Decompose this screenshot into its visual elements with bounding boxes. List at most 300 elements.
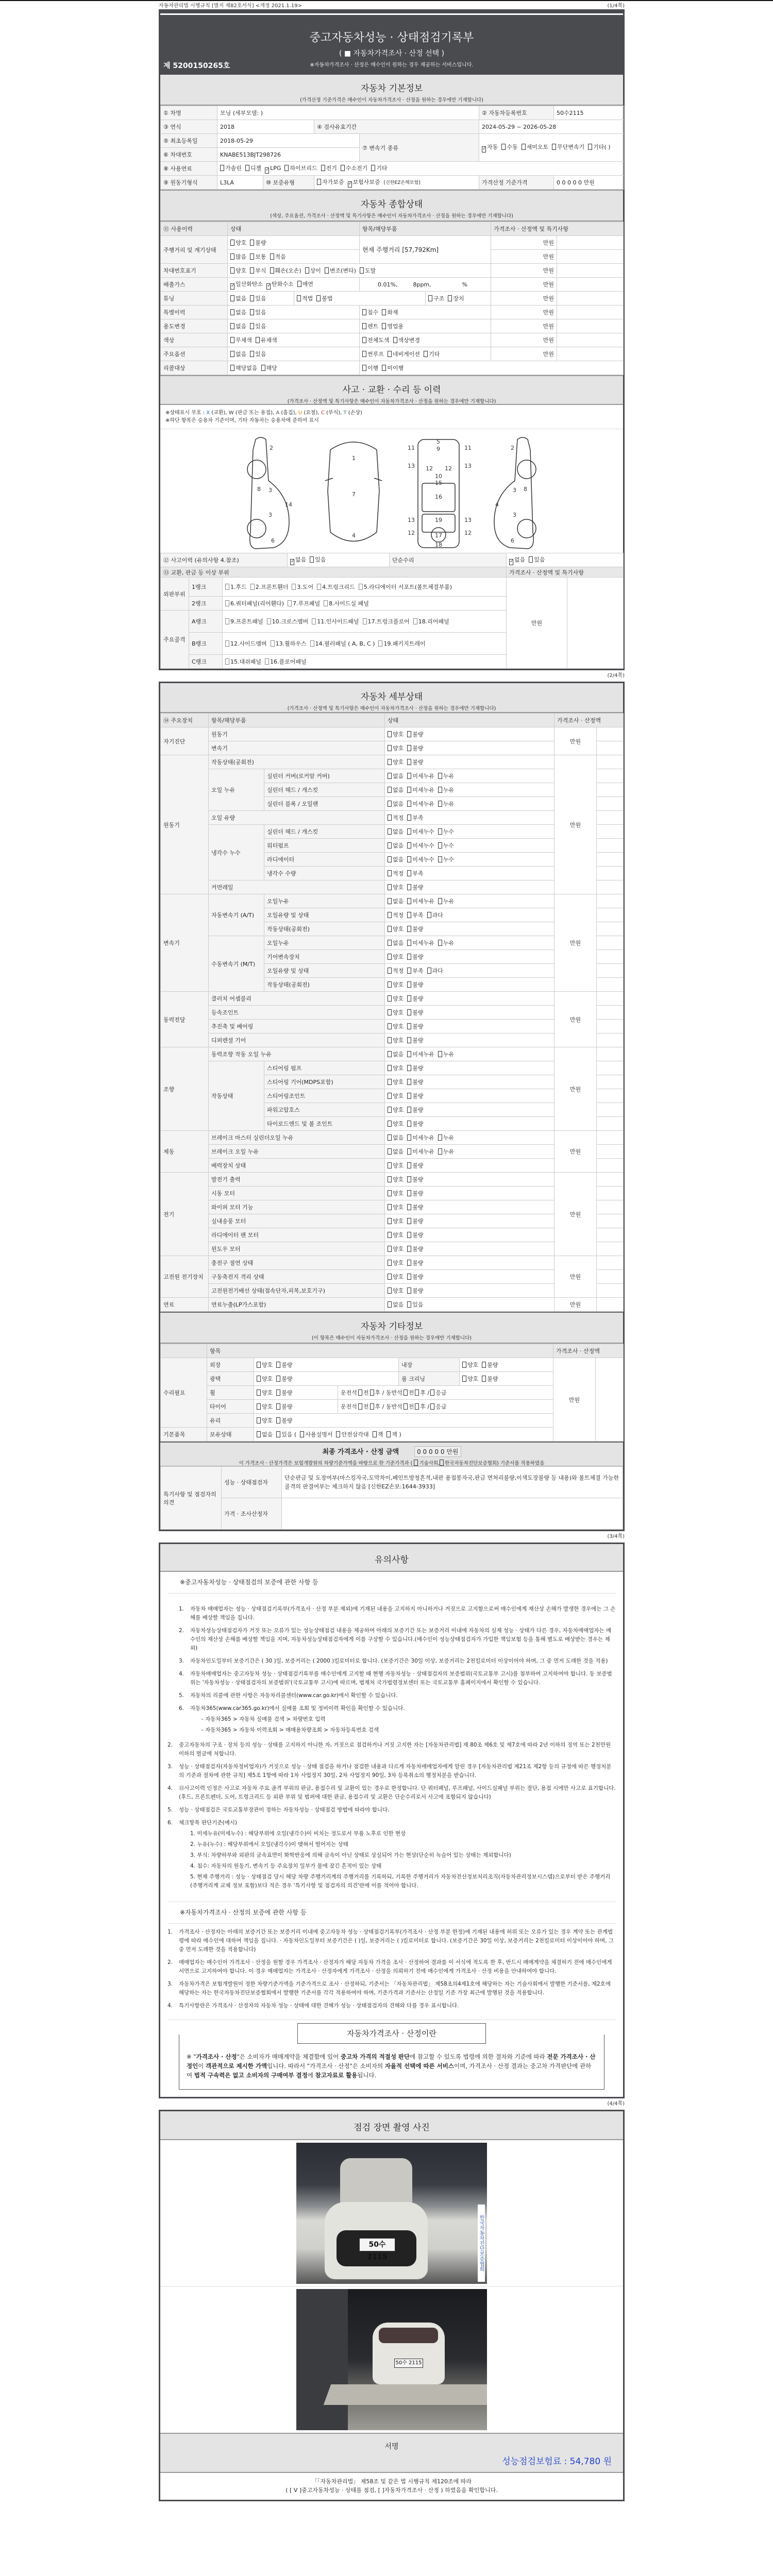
checkbox-option[interactable] (407, 1051, 434, 1058)
checkbox-icon[interactable] (407, 773, 411, 779)
checkbox-icon[interactable] (230, 337, 234, 343)
checkbox-option[interactable] (230, 281, 263, 287)
checkbox-icon[interactable] (388, 1079, 392, 1085)
checkbox-icon[interactable] (388, 968, 392, 974)
checkbox-option[interactable] (371, 165, 387, 172)
checkbox-option[interactable] (276, 1376, 292, 1382)
checkbox-icon[interactable] (382, 365, 386, 371)
checkbox-option[interactable] (310, 556, 326, 563)
checkbox-icon[interactable] (276, 1389, 280, 1396)
checkbox-icon[interactable] (257, 1376, 261, 1382)
checkbox-icon[interactable] (276, 1403, 280, 1410)
checkbox-option[interactable] (438, 898, 454, 905)
checkbox-option[interactable] (225, 658, 261, 665)
checkbox-icon[interactable] (317, 179, 321, 185)
checkbox-option[interactable] (388, 1107, 404, 1113)
checkbox-icon[interactable] (297, 295, 301, 301)
checkbox-icon[interactable] (363, 618, 367, 624)
checkbox-icon[interactable] (407, 731, 411, 737)
checkbox-option[interactable] (270, 253, 286, 260)
checkbox-icon[interactable] (462, 1376, 466, 1382)
checkbox-option[interactable] (388, 1009, 404, 1016)
checked-checkbox-icon[interactable] (509, 559, 513, 565)
checkbox-option[interactable] (297, 295, 313, 302)
checkbox-option[interactable] (257, 1376, 273, 1382)
checkbox-icon[interactable] (230, 351, 234, 357)
checkbox-icon[interactable] (300, 1431, 304, 1437)
checkbox-option[interactable] (529, 556, 545, 563)
checkbox-option[interactable] (407, 745, 423, 752)
checkbox-icon[interactable] (388, 884, 392, 890)
checkbox-option[interactable] (388, 731, 404, 738)
checkbox-icon[interactable] (256, 337, 260, 343)
checkbox-option[interactable] (407, 1218, 423, 1225)
checkbox-option[interactable] (382, 365, 404, 371)
checkbox-option[interactable] (407, 1287, 423, 1294)
checkbox-option[interactable] (230, 240, 246, 246)
checkbox-option[interactable] (407, 787, 434, 793)
checkbox-icon[interactable] (388, 1009, 392, 1015)
checkbox-option[interactable] (407, 1162, 423, 1169)
checkbox-icon[interactable] (230, 240, 234, 246)
checkbox-option[interactable] (386, 1431, 401, 1438)
checkbox-option[interactable] (359, 584, 452, 590)
checkbox-icon[interactable] (250, 240, 254, 246)
checkbox-icon[interactable] (362, 365, 366, 371)
checkbox-option[interactable] (230, 253, 246, 260)
checkbox-icon[interactable] (407, 1287, 411, 1294)
checkbox-icon[interactable] (407, 1065, 411, 1071)
checkbox-option[interactable] (388, 815, 404, 821)
checkbox-option[interactable] (230, 267, 246, 274)
checkbox-icon[interactable] (407, 1176, 411, 1182)
checkbox-icon[interactable] (407, 1190, 411, 1196)
checkbox-icon[interactable] (438, 898, 442, 904)
checkbox-option[interactable] (250, 267, 266, 274)
checkbox-option[interactable] (407, 1260, 423, 1266)
checkbox-icon[interactable] (388, 1023, 392, 1029)
checkbox-icon[interactable] (388, 1232, 392, 1238)
checkbox-icon[interactable] (404, 1389, 408, 1396)
checkbox-option[interactable] (388, 926, 404, 933)
checkbox-icon[interactable] (407, 1134, 411, 1141)
checkbox-icon[interactable] (407, 1301, 411, 1308)
checkbox-icon[interactable] (250, 323, 254, 329)
checkbox-icon[interactable] (388, 898, 392, 904)
checkbox-icon[interactable] (388, 1218, 392, 1224)
checkbox-icon[interactable] (230, 295, 234, 301)
checkbox-icon[interactable] (276, 1362, 280, 1368)
checkbox-icon[interactable] (288, 600, 292, 606)
checkbox-option[interactable] (250, 323, 266, 330)
checkbox-option[interactable] (407, 828, 434, 835)
checkbox-icon[interactable] (388, 1162, 392, 1168)
checkbox-option[interactable] (393, 337, 421, 344)
checkbox-icon[interactable] (358, 1389, 362, 1396)
checkbox-icon[interactable] (336, 1431, 340, 1437)
checkbox-icon[interactable] (250, 584, 255, 590)
checkbox-icon[interactable] (388, 856, 392, 862)
checkbox-option[interactable] (428, 295, 444, 302)
checkbox-icon[interactable] (407, 815, 411, 821)
checkbox-option[interactable] (407, 1121, 423, 1127)
checkbox-icon[interactable] (438, 828, 442, 835)
checkbox-option[interactable] (407, 1134, 434, 1141)
checkbox-option[interactable] (250, 584, 289, 590)
checkbox-option[interactable] (378, 640, 425, 647)
checkbox-option[interactable] (509, 556, 525, 563)
checkbox-option[interactable] (388, 995, 404, 1002)
checkbox-option[interactable] (388, 773, 404, 779)
checkbox-icon[interactable] (407, 1162, 411, 1168)
checkbox-option[interactable] (388, 1204, 404, 1211)
checkbox-option[interactable] (552, 144, 584, 150)
checkbox-option[interactable] (407, 773, 434, 779)
checkbox-option[interactable] (407, 1079, 423, 1086)
checkbox-icon[interactable] (407, 1260, 411, 1266)
checkbox-icon[interactable] (407, 745, 411, 751)
checkbox-option[interactable] (448, 295, 464, 302)
checkbox-option[interactable] (388, 981, 404, 988)
checkbox-icon[interactable] (388, 1107, 392, 1113)
checkbox-icon[interactable] (438, 842, 442, 849)
checkbox-option[interactable] (407, 1037, 423, 1044)
checkbox-icon[interactable] (370, 1403, 374, 1410)
checkbox-icon[interactable] (312, 618, 316, 624)
checkbox-option[interactable] (501, 144, 517, 150)
checkbox-icon[interactable] (407, 828, 411, 835)
checkbox-icon[interactable] (270, 267, 274, 274)
checkbox-option[interactable] (388, 898, 404, 905)
checkbox-option[interactable] (407, 856, 434, 863)
checkbox-option[interactable] (438, 828, 454, 835)
checkbox-icon[interactable] (225, 640, 229, 647)
checkbox-option[interactable] (257, 1403, 273, 1410)
checkbox-icon[interactable] (362, 351, 366, 357)
checkbox-icon[interactable] (388, 842, 392, 849)
checkbox-icon[interactable] (250, 309, 254, 315)
checkbox-icon[interactable] (427, 968, 431, 974)
checkbox-icon[interactable] (438, 801, 442, 807)
checkbox-option[interactable] (388, 842, 404, 849)
checkbox-icon[interactable] (316, 295, 321, 301)
checkbox-option[interactable] (522, 144, 549, 150)
checkbox-icon[interactable] (388, 940, 392, 946)
checkbox-icon[interactable] (359, 584, 363, 590)
checkbox-option[interactable] (388, 1246, 404, 1252)
checkbox-option[interactable] (336, 1431, 368, 1438)
checkbox-option[interactable] (388, 1287, 404, 1294)
checkbox-icon[interactable] (276, 1431, 280, 1437)
checkbox-icon[interactable] (360, 267, 364, 274)
checkbox-option[interactable] (407, 1232, 423, 1239)
checkbox-icon[interactable] (415, 1403, 419, 1410)
checkbox-option[interactable] (407, 1107, 423, 1113)
checkbox-option[interactable] (407, 1246, 423, 1252)
checkbox-icon[interactable] (407, 1204, 411, 1210)
checkbox-icon[interactable] (430, 1389, 434, 1396)
checkbox-option[interactable] (341, 165, 368, 172)
checkbox-option[interactable] (388, 801, 404, 807)
checkbox-icon[interactable] (388, 773, 392, 779)
checkbox-option[interactable] (482, 144, 498, 150)
checkbox-option[interactable] (261, 365, 277, 371)
checkbox-option[interactable] (360, 267, 376, 274)
checkbox-option[interactable] (388, 1190, 404, 1197)
checkbox-icon[interactable] (220, 165, 224, 171)
checkbox-icon[interactable] (276, 1376, 280, 1382)
checkbox-option[interactable] (438, 787, 454, 793)
checkbox-option[interactable] (230, 323, 246, 330)
checkbox-option[interactable] (407, 1190, 423, 1197)
checkbox-icon[interactable] (388, 1301, 392, 1308)
checkbox-icon[interactable] (407, 1107, 411, 1113)
checkbox-option[interactable] (348, 179, 380, 185)
checkbox-icon[interactable] (388, 1246, 392, 1252)
checkbox-option[interactable] (257, 1362, 273, 1368)
checkbox-option[interactable] (276, 1389, 292, 1396)
checkbox-icon[interactable] (388, 1274, 392, 1280)
checkbox-option[interactable] (317, 584, 355, 590)
checkbox-option[interactable] (230, 295, 246, 302)
checkbox-icon[interactable] (382, 323, 386, 329)
checkbox-icon[interactable] (388, 815, 392, 821)
checkbox-option[interactable] (427, 968, 443, 974)
checkbox-icon[interactable] (482, 1376, 486, 1382)
checkbox-option[interactable] (256, 337, 277, 344)
checkbox-icon[interactable] (407, 1218, 411, 1224)
checkbox-option[interactable] (250, 240, 266, 246)
checked-checkbox-icon[interactable] (348, 181, 352, 188)
checkbox-option[interactable] (288, 600, 320, 607)
checkbox-option[interactable] (388, 1023, 404, 1030)
checkbox-icon[interactable] (388, 1037, 392, 1043)
checkbox-icon[interactable] (325, 267, 329, 274)
checkbox-option[interactable] (388, 884, 404, 891)
checkbox-icon[interactable] (407, 1121, 411, 1127)
checkbox-option[interactable] (388, 787, 404, 793)
checkbox-option[interactable] (407, 801, 434, 807)
checkbox-option[interactable] (362, 351, 384, 358)
checkbox-option[interactable] (284, 165, 317, 172)
checkbox-icon[interactable] (250, 295, 254, 301)
checkbox-option[interactable] (407, 968, 423, 974)
checkbox-option[interactable] (363, 618, 410, 625)
checkbox-option[interactable] (388, 1301, 404, 1308)
checkbox-icon[interactable] (250, 267, 254, 274)
checkbox-option[interactable] (230, 365, 258, 371)
checkbox-option[interactable] (225, 584, 247, 590)
checkbox-option[interactable] (276, 1403, 292, 1410)
checkbox-icon[interactable] (371, 165, 375, 171)
checkbox-icon[interactable] (230, 309, 234, 315)
checkbox-icon[interactable] (407, 856, 411, 862)
checkbox-option[interactable] (276, 1362, 292, 1368)
checked-checkbox-icon[interactable] (265, 167, 269, 174)
checkbox-icon[interactable] (430, 1403, 434, 1410)
checkbox-icon[interactable] (388, 1121, 392, 1127)
checkbox-option[interactable] (225, 618, 263, 625)
checkbox-icon[interactable] (257, 1389, 261, 1396)
checkbox-icon[interactable] (225, 584, 229, 590)
checkbox-icon[interactable] (362, 337, 366, 343)
checkbox-icon[interactable] (588, 144, 592, 150)
checkbox-icon[interactable] (407, 1232, 411, 1238)
checkbox-icon[interactable] (373, 1431, 377, 1437)
checkbox-option[interactable] (290, 556, 306, 563)
checkbox-icon[interactable] (310, 556, 314, 563)
checkbox-option[interactable] (407, 912, 423, 919)
checkbox-icon[interactable] (230, 253, 234, 260)
checkbox-icon[interactable] (388, 801, 392, 807)
checkbox-icon[interactable] (407, 1148, 411, 1155)
checkbox-option[interactable] (220, 165, 242, 172)
checkbox-option[interactable] (388, 1218, 404, 1225)
checkbox-option[interactable] (407, 731, 423, 738)
checkbox-option[interactable] (300, 1431, 332, 1438)
checkbox-icon[interactable] (407, 1051, 411, 1057)
checkbox-icon[interactable] (552, 144, 556, 150)
checkbox-icon[interactable] (407, 1023, 411, 1029)
checkbox-option[interactable] (225, 640, 267, 647)
checkbox-option[interactable] (230, 351, 246, 358)
checkbox-icon[interactable] (388, 1287, 392, 1294)
checkbox-option[interactable] (257, 1417, 273, 1424)
checkbox-option[interactable] (407, 981, 423, 988)
checkbox-option[interactable] (276, 1431, 296, 1438)
checkbox-icon[interactable] (324, 600, 328, 606)
checkbox-option[interactable] (407, 884, 423, 891)
checkbox-icon[interactable] (225, 600, 229, 606)
checked-checkbox-icon[interactable] (482, 146, 486, 152)
checkbox-icon[interactable] (292, 584, 296, 590)
checkbox-option[interactable] (407, 1065, 423, 1072)
checkbox-option[interactable] (270, 267, 301, 274)
checkbox-icon[interactable] (388, 759, 392, 765)
checkbox-icon[interactable] (404, 1403, 408, 1410)
checkbox-option[interactable] (388, 1232, 404, 1239)
checkbox-icon[interactable] (407, 912, 411, 918)
checkbox-icon[interactable] (388, 731, 392, 737)
checkbox-icon[interactable] (407, 926, 411, 932)
checkbox-icon[interactable] (362, 309, 366, 315)
checkbox-option[interactable] (388, 351, 420, 358)
checkbox-icon[interactable] (261, 365, 265, 371)
checkbox-icon[interactable] (388, 1093, 392, 1099)
checkbox-icon[interactable] (407, 1009, 411, 1015)
checkbox-option[interactable] (388, 968, 404, 974)
checkbox-icon[interactable] (250, 351, 254, 357)
checkbox-option[interactable] (482, 1362, 498, 1368)
checkbox-icon[interactable] (257, 1417, 261, 1423)
checkbox-icon[interactable] (407, 1093, 411, 1099)
checkbox-icon[interactable] (407, 1246, 411, 1252)
checkbox-option[interactable] (297, 281, 313, 287)
checkbox-option[interactable] (388, 1079, 404, 1086)
checkbox-icon[interactable] (407, 801, 411, 807)
checkbox-option[interactable] (271, 640, 307, 647)
checkbox-icon[interactable] (388, 1134, 392, 1141)
checkbox-icon[interactable] (388, 1190, 392, 1196)
checkbox-option[interactable] (362, 323, 378, 330)
checkbox-option[interactable] (407, 926, 423, 933)
checkbox-icon[interactable] (388, 828, 392, 835)
checkbox-icon[interactable] (407, 1274, 411, 1280)
checkbox-icon[interactable] (388, 351, 392, 357)
checkbox-icon[interactable] (310, 640, 314, 647)
checkbox-icon[interactable] (388, 1176, 392, 1182)
checkbox-option[interactable] (317, 179, 344, 185)
checkbox-icon[interactable] (438, 773, 442, 779)
checkbox-icon[interactable] (276, 1417, 280, 1423)
checkbox-icon[interactable] (358, 1403, 362, 1410)
checkbox-option[interactable] (388, 745, 404, 752)
checkbox-icon[interactable] (438, 1134, 442, 1141)
checkbox-option[interactable] (362, 309, 378, 316)
checkbox-icon[interactable] (428, 295, 432, 301)
checkbox-option[interactable] (250, 253, 266, 260)
checkbox-option[interactable] (388, 856, 404, 863)
checkbox-option[interactable] (413, 618, 449, 625)
checkbox-icon[interactable] (225, 658, 229, 665)
checkbox-icon[interactable] (438, 787, 442, 793)
checkbox-option[interactable] (245, 165, 261, 172)
checkbox-option[interactable] (462, 1362, 478, 1368)
checkbox-icon[interactable] (529, 556, 533, 563)
checkbox-icon[interactable] (407, 1079, 411, 1085)
checkbox-icon[interactable] (388, 954, 392, 960)
checkbox-icon[interactable] (230, 365, 234, 371)
checkbox-option[interactable] (407, 1274, 423, 1280)
checkbox-option[interactable] (257, 1389, 273, 1396)
checkbox-option[interactable] (407, 1093, 423, 1099)
checkbox-icon[interactable] (388, 870, 392, 876)
checkbox-option[interactable] (388, 1274, 404, 1280)
checkbox[interactable] (414, 1460, 418, 1466)
checkbox[interactable] (440, 1460, 444, 1466)
checkbox-option[interactable] (382, 323, 404, 330)
checkbox-option[interactable] (388, 1176, 404, 1183)
checkbox-option[interactable] (462, 1376, 478, 1382)
checkbox-option[interactable] (388, 1148, 404, 1155)
checkbox-option[interactable] (407, 1023, 423, 1030)
checkbox-icon[interactable] (462, 1362, 466, 1368)
checked-checkbox-icon[interactable] (230, 283, 234, 290)
checkbox-icon[interactable] (317, 584, 321, 590)
checkbox-option[interactable] (407, 940, 434, 946)
checkbox-option[interactable] (225, 600, 284, 607)
checkbox-icon[interactable] (415, 1389, 419, 1396)
checkbox-option[interactable] (276, 1417, 292, 1424)
checkbox-option[interactable] (388, 912, 404, 919)
checkbox-icon[interactable] (482, 1362, 486, 1368)
checkbox-option[interactable] (388, 1051, 404, 1058)
checkbox-icon[interactable] (407, 954, 411, 960)
checkbox-option[interactable] (267, 618, 309, 625)
checkbox-icon[interactable] (297, 281, 301, 287)
checkbox-option[interactable] (407, 995, 423, 1002)
checkbox-option[interactable] (407, 1301, 423, 1308)
checkbox-icon[interactable] (225, 618, 229, 624)
checkbox-option[interactable] (325, 267, 356, 274)
checkbox-icon[interactable] (407, 1037, 411, 1043)
checkbox-icon[interactable] (407, 884, 411, 890)
checkbox-icon[interactable] (257, 1403, 261, 1410)
checkbox-icon[interactable] (388, 995, 392, 1002)
checkbox-icon[interactable] (388, 912, 392, 918)
checkbox-icon[interactable] (271, 640, 275, 647)
checkbox-icon[interactable] (388, 1260, 392, 1266)
